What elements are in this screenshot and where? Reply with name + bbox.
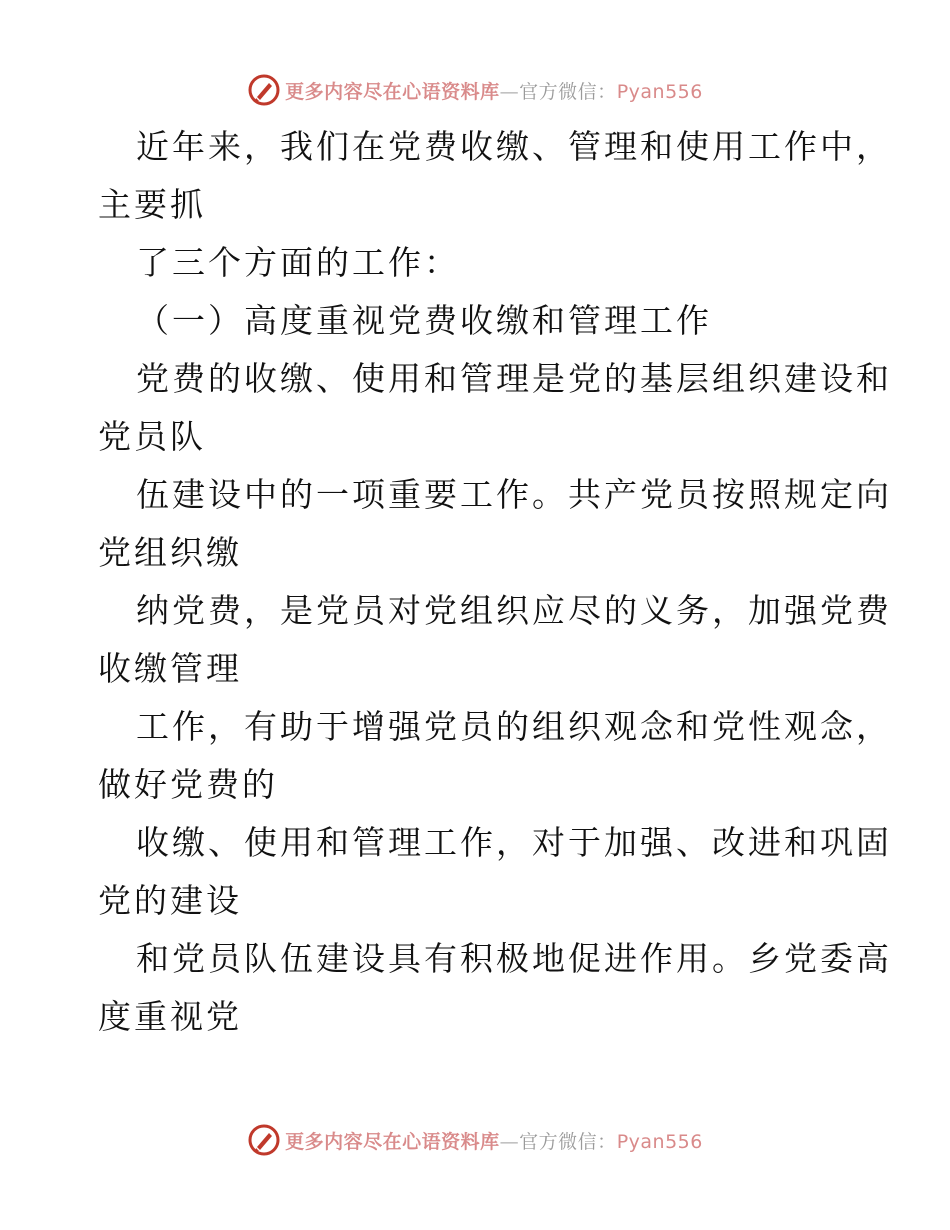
pen-logo-icon [247,73,281,107]
header-watermark-wechat-label: 官方微信： [519,80,617,103]
text-line: 做好党费的 [98,765,278,804]
header-watermark [0,70,950,110]
footer-watermark [0,1120,950,1160]
footer-watermark-wechat-id: Pyan556 [616,1130,703,1153]
footer-watermark-main: 更多内容尽在心语资料库 [285,1130,500,1153]
text-line: 党组织缴 [98,533,242,572]
text-line: 纳党费，是党员对党组织应尽的义务，加强党费 [136,591,892,630]
text-line: 党员队 [98,417,206,456]
header-watermark-wechat-id: Pyan556 [616,80,703,103]
document-body [98,118,892,1046]
text-line: 党的建设 [98,881,242,920]
header-watermark-main: 更多内容尽在心语资料库 [285,80,500,103]
footer-watermark-wechat-label: 官方微信： [519,1130,617,1153]
text-line: 主要抓 [98,185,206,224]
header-watermark-dash: — [499,80,520,103]
text-line: 伍建设中的一项重要工作。共产党员按照规定向 [136,475,892,514]
text-line: 收缴、使用和管理工作，对于加强、改进和巩固 [136,823,892,862]
text-line: 工作，有助于增强党员的组织观念和党性观念， [136,707,892,746]
text-line: 和党员队伍建设具有积极地促进作用。乡党委高 [136,939,892,978]
text-line: 近年来，我们在党费收缴、管理和使用工作中， [136,127,892,166]
text-line: 党费的收缴、使用和管理是党的基层组织建设和 [136,359,892,398]
header-watermark-text [285,77,703,104]
footer-watermark-dash: — [499,1130,520,1153]
text-line: 度重视党 [98,997,242,1036]
text-line: （一）高度重视党费收缴和管理工作 [136,301,712,340]
text-line: 收缴管理 [98,649,242,688]
text-line: 了三个方面的工作： [136,243,460,282]
footer-watermark-text [285,1127,703,1154]
pen-logo-icon [247,1123,281,1157]
